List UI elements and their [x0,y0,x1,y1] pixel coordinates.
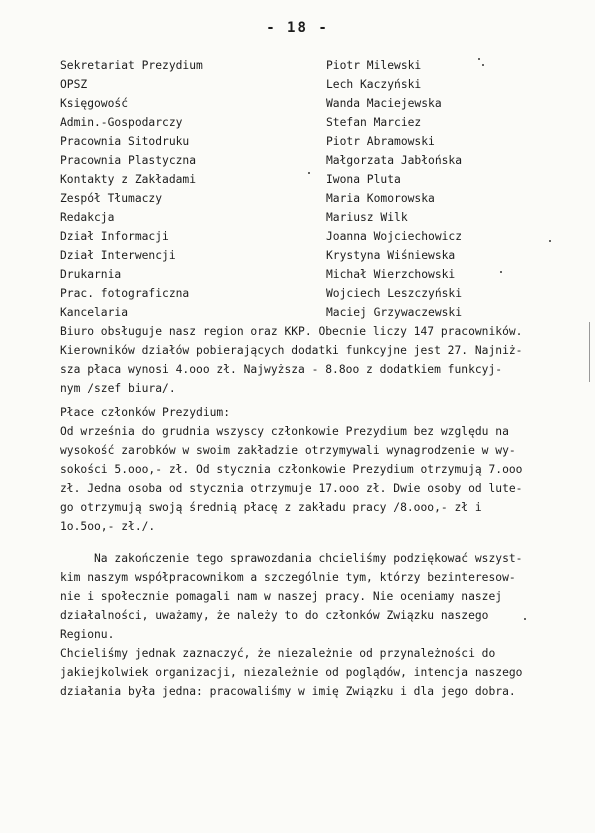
staff-person: Piotr Milewski [326,59,422,72]
text-line: sza płaca wynosi 4.ooo zł. Najwyższa - 8.8oo z dodatkiem funkcyj- [60,363,503,376]
text-line: Na zakończenie tego sprawozdania chcieliśmy podziękować wszyst- [60,552,523,565]
staff-person: Joanna Wojciechowicz [326,230,463,243]
staff-person: Maciej Grzywaczewski [326,306,463,319]
scan-speck [549,240,551,242]
text-line: Od września do grudnia wszyscy członkowie Prezydium bez względu na [60,425,509,438]
scan-speck [478,58,480,60]
scan-speck [308,172,310,174]
staff-row [60,246,540,265]
staff-person: Małgorzata Jabłońska [326,154,463,167]
text-line: nym /szef biura/. [60,382,176,395]
staff-row [60,208,540,227]
staff-row [60,132,540,151]
text-line: Chcieliśmy jednak zaznaczyć, że niezależnie od przynależności do [60,647,496,660]
staff-row [60,113,540,132]
staff-person: Michał Wierzchowski [326,268,456,281]
staff-row [60,303,540,322]
text-line: działalności, uważamy, że należy to do członków Związku naszego [60,609,489,622]
text-line: Regionu. [60,628,115,641]
staff-row [60,170,540,189]
staff-person: Stefan Marciez [326,116,422,129]
department-name: Admin.-Gospodarczy [60,116,183,129]
staff-row [60,94,540,113]
staff-row [60,189,540,208]
staff-row [60,265,540,284]
staff-person: Mariusz Wilk [326,211,408,224]
staff-person: Piotr Abramowski [326,135,435,148]
staff-person: Wojciech Leszczyński [326,287,463,300]
department-name: Pracownia Sitodruku [60,135,190,148]
staff-row [60,151,540,170]
office-paragraph [60,322,590,398]
presidium-pay-paragraph [60,403,590,536]
staff-row [60,75,540,94]
department-name: Redakcja [60,211,115,224]
text-line: nie i społecznie pomagali nam w naszej pracy. Nie oceniamy naszej [60,590,503,603]
department-name: Dział Interwencji [60,249,176,262]
text-line: Biuro obsługuje nasz region oraz KKP. Obecnie liczy 147 pracowników. [60,325,523,338]
scan-edge-line [589,322,590,382]
text-line: sokości 5.ooo,- zł. Od stycznia członkowie Prezydium otrzymują 7.ooo [60,463,523,476]
staff-row [60,284,540,303]
department-name: Kancelaria [60,306,129,319]
staff-person: Wanda Maciejewska [326,97,442,110]
staff-person: Krystyna Wiśniewska [326,249,456,262]
text-line: go otrzymują swoją średnią płacę z zakładu pracy /8.ooo,- zł i [60,501,482,514]
department-name: OPSZ [60,78,88,91]
department-name: Drukarnia [60,268,122,281]
department-name: Kontakty z Zakładami [60,173,197,186]
text-line: Płace członków Prezydium: [60,406,231,419]
staff-row [60,227,540,246]
department-name: Zespół Tłumaczy [60,192,163,205]
text-line: kim naszym współpracownikom a szczególnie tym, którzy bezinteresow- [60,571,516,584]
text-line: Kierowników działów pobierających dodatki funkcyjne jest 27. Najniż- [60,344,523,357]
scan-speck [500,271,502,273]
department-name: Księgowość [60,97,129,110]
text-line: działania była jedna: pracowaliśmy w imię Związku i dla jego dobra. [60,685,516,698]
staff-person: Iwona Pluta [326,173,401,186]
scan-speck [524,618,526,620]
text-line: wysokość zarobków w swoim zakładzie otrzymywali wynagrodzenie w wy- [60,444,516,457]
staff-row [60,56,540,75]
staff-person: Lech Kaczyński [326,78,422,91]
department-name: Dział Informacji [60,230,169,243]
closing-paragraph [60,549,590,701]
department-name: Sekretariat Prezydium [60,59,203,72]
department-name: Prac. fotograficzna [60,287,190,300]
scan-speck [482,64,484,66]
text-line: 1o.5oo,- zł./. [60,520,156,533]
text-line: zł. Jedna osoba od stycznia otrzymuje 17.ooo zł. Dwie osoby od lute- [60,482,523,495]
staff-list [60,56,540,322]
text-line: jakiejkolwiek organizacji, niezależnie od poglądów, intencja naszego [60,666,523,679]
page-number: - 18 - [266,20,329,36]
department-name: Pracownia Plastyczna [60,154,197,167]
staff-person: Maria Komorowska [326,192,435,205]
